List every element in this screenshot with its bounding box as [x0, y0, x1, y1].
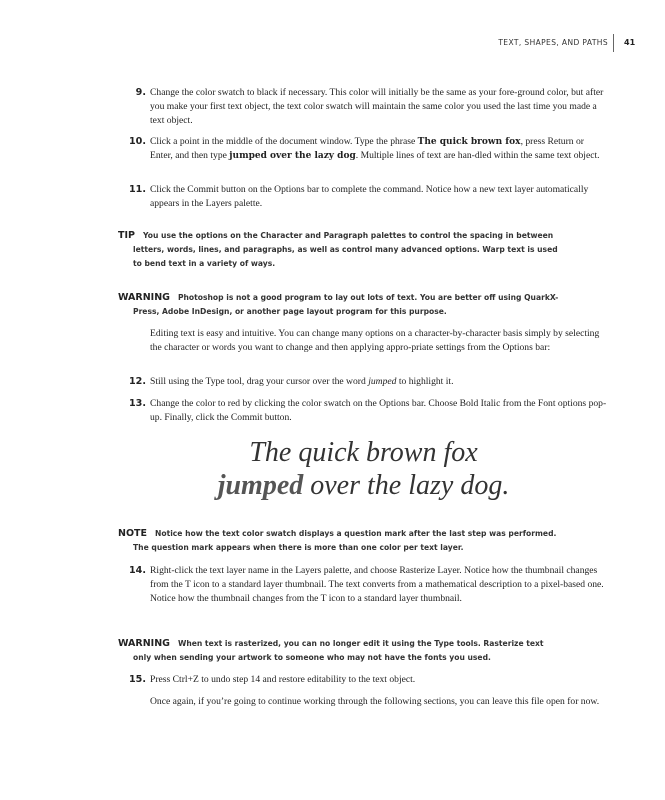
header-divider	[613, 34, 614, 52]
tip-note	[118, 229, 598, 272]
warning-label: WARNING	[118, 292, 170, 303]
intro-paragraph: Editing text is easy and intuitive. You can change many options on a character-by-character basis simply by selecting the character or words you want to change and then applying appro-priate settings from the Options bar:	[150, 328, 600, 354]
warning-text: When text is rasterized, you can no longer edit it using the Type tools. Rasterize text	[177, 639, 544, 648]
note-label: NOTE	[118, 528, 147, 539]
closing-paragraph: Once again, if you’re going to continue working through the following sections, you can leave this file open for now.	[150, 696, 600, 707]
running-header	[0, 36, 665, 52]
step-number: 10.	[129, 136, 146, 147]
step-text: Right-click the text layer name in the Layers palette, and choose Rasterize Layer. Notice how the thumbnail changes from the T icon to a standard layer thumbnail. The text converts from a mathematical description to a pixel-based one. Notice how the thumbnail changes from the T icon to a standard layer thumbnail.	[150, 565, 604, 605]
typed-phrase-1: The quick brown fox	[417, 137, 521, 147]
step-14	[129, 564, 609, 607]
step-text	[150, 135, 609, 163]
step-11	[129, 183, 609, 211]
warning-line-1	[118, 293, 558, 302]
sample-text-figure	[118, 436, 609, 502]
step-9	[129, 86, 609, 129]
step-text	[150, 375, 609, 389]
section-title: TEXT, SHAPES, AND PATHS	[498, 38, 608, 47]
step-text: Change the color to red by clicking the color swatch on the Options bar. Choose Bold Italic from the Font options pop-up. Finally, click the Commit button.	[150, 398, 607, 424]
tip-line-2: letters, words, lines, and paragraphs, as well as control many advanced options. Warp text is used	[133, 245, 558, 255]
note-line-1	[118, 529, 556, 538]
note-line-2: The question mark appears when there is more than one color per text layer.	[133, 543, 464, 553]
step-text: Click the Commit button on the Options bar to complete the command. Notice how a new text layer automatically appears in the Layers palette.	[150, 184, 589, 210]
step-number: 12.	[129, 376, 146, 387]
step-12	[129, 375, 609, 389]
step-text: Change the color swatch to black if necessary. This color will initially be the same as your fore-ground color, but after you make your first text object, the text color swatch will maintain the same color you used the last time you made a text object.	[150, 87, 604, 127]
sample-line-2-rest: over the lazy dog.	[303, 470, 510, 501]
step-number: 11.	[129, 184, 146, 195]
step-15	[129, 673, 609, 687]
sample-bold-word: jumped	[217, 470, 304, 501]
step-10	[129, 135, 609, 163]
note-text: Notice how the text color swatch displays a question mark after the last step was performed.	[155, 529, 557, 538]
sample-line-1: The quick brown fox	[249, 437, 478, 468]
step-13	[129, 397, 609, 425]
page-number: 41	[624, 38, 636, 47]
step-number: 15.	[129, 674, 146, 685]
italic-word: jumped	[368, 376, 397, 387]
tip-label: TIP	[118, 230, 135, 241]
sample-line-2	[118, 469, 609, 502]
step-text-part: . Multiple lines of text are han-dled within the same text object.	[355, 150, 600, 162]
step-text-part: , press Return or Enter, and then type	[150, 136, 584, 162]
step-number: 14.	[129, 565, 146, 576]
warning-note-2	[118, 637, 598, 665]
step-text-part: Click a point in the middle of the document window. Type the phrase	[150, 136, 418, 147]
tip-text: You use the options on the Character and Paragraph palettes to control the spacing in between	[142, 231, 554, 240]
step-text-part: Still using the Type tool, drag your cursor over the word	[150, 376, 369, 387]
typed-phrase-2: jumped over the lazy dog	[229, 151, 356, 162]
tip-line-3: to bend text in a variety of ways.	[133, 259, 276, 269]
tip-line-1	[118, 231, 553, 240]
warning-line-1	[118, 639, 544, 648]
warning-line-2: Press, Adobe InDesign, or another page layout program for this purpose.	[133, 307, 447, 317]
step-text: Press Ctrl+Z to undo step 14 and restore editability to the text object.	[150, 674, 416, 685]
step-text-part: to highlight it.	[396, 376, 454, 387]
step-number: 13.	[129, 398, 146, 409]
note-box	[118, 527, 598, 555]
step-number: 9.	[135, 87, 146, 98]
warning-label: WARNING	[118, 638, 170, 649]
warning-line-2: only when sending your artwork to someone who may not have the fonts you used.	[133, 653, 491, 663]
warning-note-1	[118, 291, 598, 319]
warning-text: Photoshop is not a good program to lay out lots of text. You are better off using QuarkX-	[177, 293, 559, 302]
